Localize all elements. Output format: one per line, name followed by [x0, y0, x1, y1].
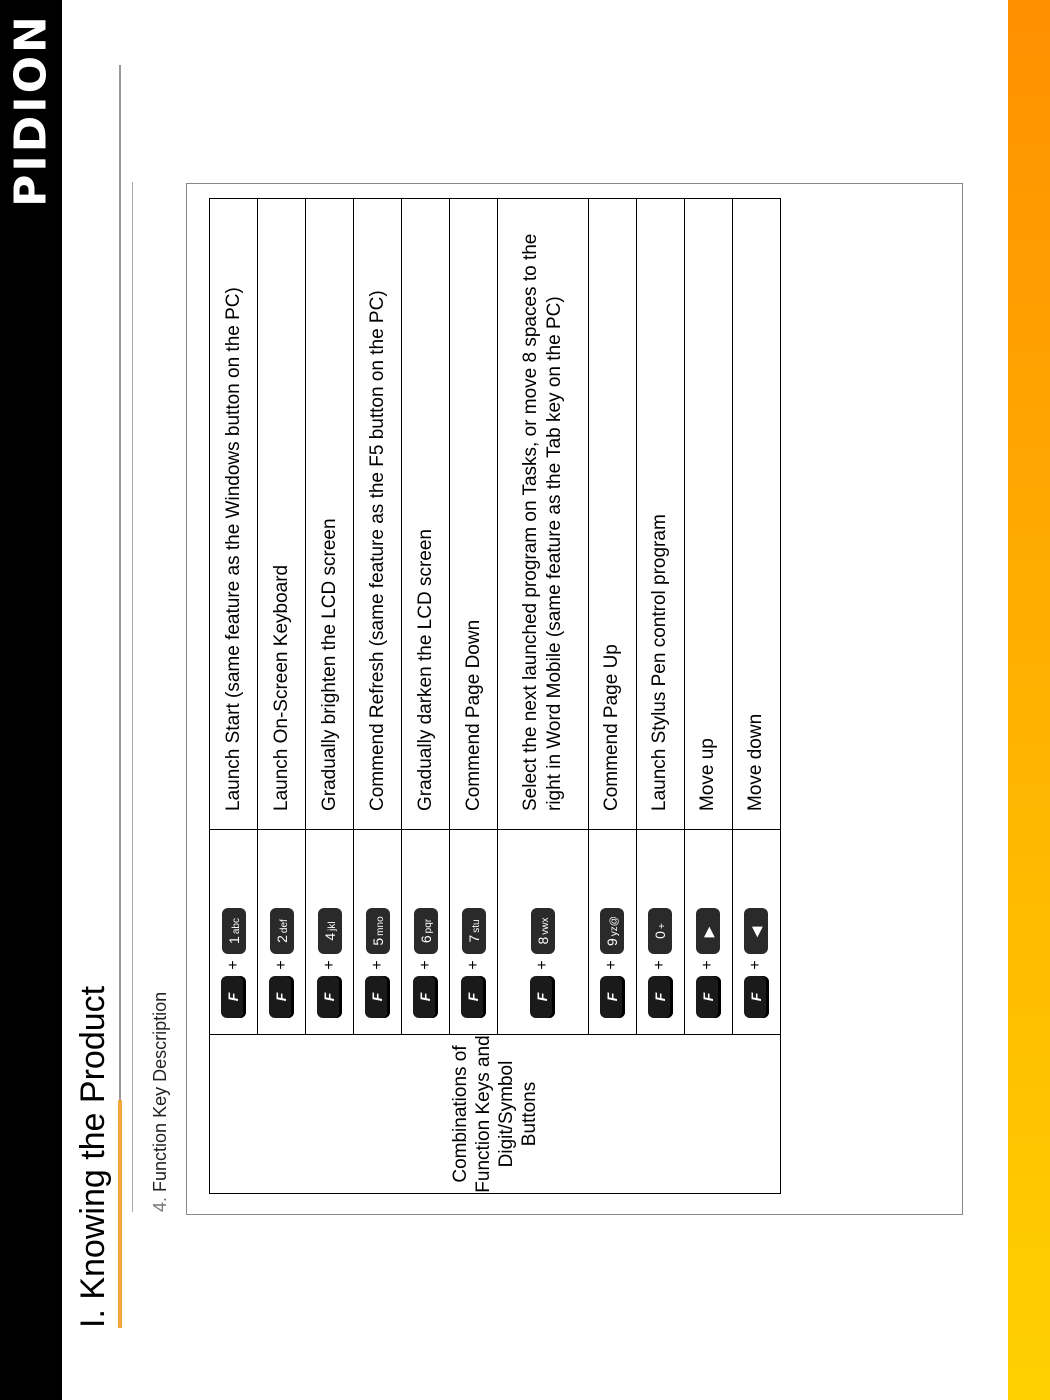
function-key-icon: F: [317, 976, 342, 1018]
key-description: Launch Stylus Pen control program: [636, 199, 684, 830]
digit-key-icon: [366, 908, 390, 954]
digit-key-main: ▶: [700, 926, 717, 938]
digit-key-icon: [318, 908, 342, 954]
function-key-icon: F: [365, 976, 390, 1018]
digit-key-icon: [462, 908, 486, 954]
section-divider: [132, 182, 133, 1212]
function-key-icon: F: [269, 976, 294, 1018]
digit-key-letters: yz@: [609, 916, 621, 937]
combination-label: Combinations of Function Keys and Digit/Symbol Buttons: [210, 1035, 781, 1194]
function-key-icon: F: [744, 976, 769, 1018]
key-combo: [588, 830, 636, 1035]
digit-key-icon: [648, 908, 672, 954]
digit-key-main: 8: [534, 936, 551, 945]
digit-key-main: 5: [369, 937, 386, 946]
plus-sign: +: [603, 960, 621, 970]
key-description: Commend Page Up: [588, 199, 636, 830]
title-underline-accent: [118, 1100, 122, 1328]
plus-sign: +: [533, 960, 551, 970]
plus-sign: +: [416, 960, 434, 970]
function-key-table: [209, 198, 781, 1194]
key-combo: [354, 830, 402, 1035]
function-key-icon: F: [648, 976, 673, 1018]
digit-key-letters: abc: [230, 918, 242, 935]
digit-key-main: 9: [604, 938, 621, 946]
key-description: Launch On-Screen Keyboard: [258, 199, 306, 830]
digit-key-main: 2: [273, 935, 290, 943]
digit-key-letters: def: [278, 919, 290, 934]
key-combo: [402, 830, 450, 1035]
digit-key-main: 1: [225, 936, 242, 944]
digit-key-letters: pqr: [422, 918, 434, 934]
key-combo: [498, 830, 589, 1035]
digit-key-icon: [222, 908, 246, 954]
digit-key-letters: mno: [374, 916, 386, 936]
digit-key-main: 6: [417, 935, 434, 944]
key-combo: [258, 830, 306, 1035]
function-key-icon: F: [221, 976, 246, 1018]
digit-key-letters: +: [657, 923, 669, 930]
digit-key-icon: [744, 908, 768, 954]
digit-key-icon: [531, 908, 555, 954]
key-combo: [636, 830, 684, 1035]
digit-key-icon: [600, 908, 624, 954]
plus-sign: +: [651, 960, 669, 970]
digit-key-main: 0: [652, 931, 669, 939]
key-combo: [450, 830, 498, 1035]
brand-logo: PIDION: [5, 13, 57, 207]
function-key-icon: F: [600, 976, 625, 1018]
digit-key-letters: stu: [470, 919, 482, 933]
plus-sign: +: [747, 960, 765, 970]
digit-key-main: 7: [465, 934, 482, 943]
key-combo: [684, 830, 732, 1035]
section-title: Function Key Description: [150, 991, 170, 1192]
digit-key-letters: vwx: [539, 917, 551, 935]
key-description: Move down: [732, 199, 780, 830]
plus-sign: +: [224, 960, 242, 970]
key-description: Commend Refresh (same feature as the F5 button on the PC): [354, 199, 402, 830]
function-key-icon: F: [696, 976, 721, 1018]
key-combo: [210, 830, 258, 1035]
key-description: Gradually darken the LCD screen: [402, 199, 450, 830]
plus-sign: +: [464, 960, 482, 970]
key-description: Commend Page Down: [450, 199, 498, 830]
key-description: Launch Start (same feature as the Windows button on the PC): [210, 199, 258, 830]
section-number: 4.: [150, 1196, 170, 1212]
section-heading: [150, 992, 171, 1212]
digit-key-icon: [270, 908, 294, 954]
page-title: I. Knowing the Product: [74, 985, 112, 1328]
function-key-icon: F: [461, 976, 486, 1018]
table-row: [210, 199, 258, 1194]
title-underline: [119, 65, 121, 1100]
key-description: Select the next launched program on Tasks, or move 8 spaces to the right in Word Mobile (same feature as the Tab key on the PC): [498, 199, 589, 830]
plus-sign: +: [699, 960, 717, 970]
digit-key-main: ◀: [748, 926, 765, 938]
function-key-icon: F: [413, 976, 438, 1018]
digit-key-main: 4: [321, 932, 338, 941]
plus-sign: +: [320, 960, 338, 970]
key-combo: [306, 830, 354, 1035]
function-key-icon: F: [530, 976, 555, 1018]
digit-key-icon: [696, 908, 720, 954]
plus-sign: +: [272, 960, 290, 970]
digit-key-icon: [414, 908, 438, 954]
plus-sign: +: [368, 960, 386, 970]
key-description: Gradually brighten the LCD screen: [306, 199, 354, 830]
key-combo: [732, 830, 780, 1035]
digit-key-letters: jkl: [326, 921, 338, 931]
key-description: Move up: [684, 199, 732, 830]
